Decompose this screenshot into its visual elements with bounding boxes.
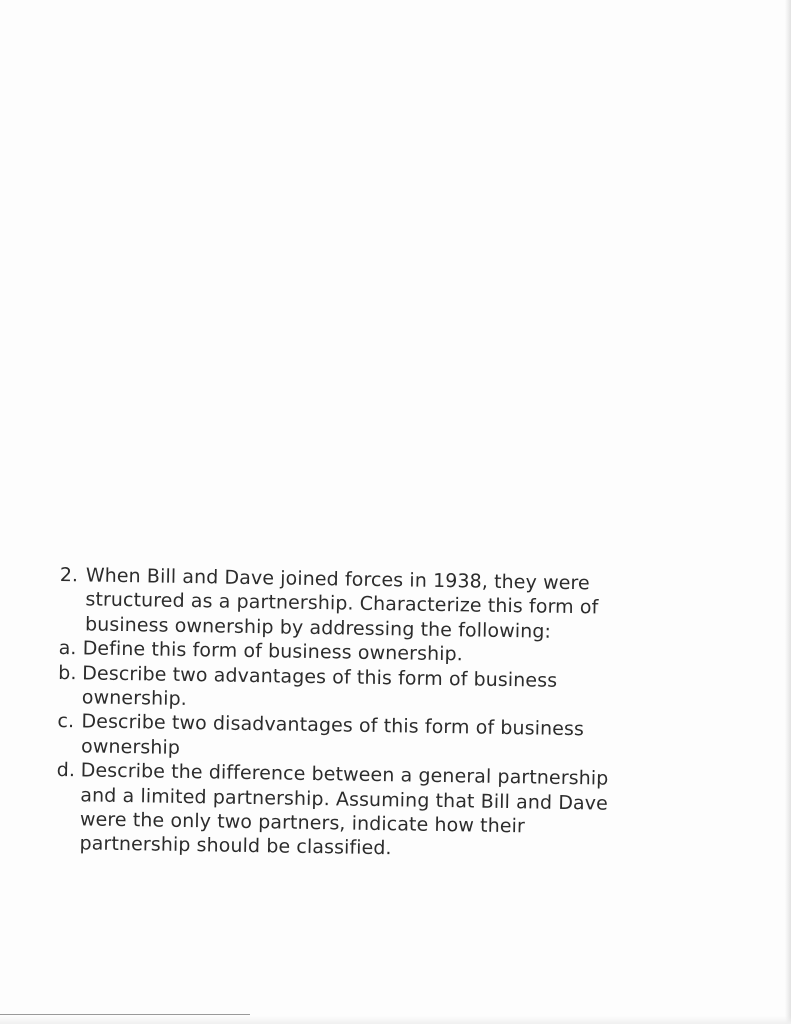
question-2 bbox=[55, 563, 700, 866]
question-number: 2. bbox=[59, 563, 79, 587]
question-intro bbox=[59, 563, 700, 646]
sub-question-line: were the only two partners, indicate how their bbox=[79, 808, 526, 838]
sub-question-line: ownership. bbox=[81, 686, 188, 711]
sub-question-line: and a limited partnership. Assuming that Bill and Dave bbox=[80, 784, 609, 815]
sub-question-letter: d. bbox=[56, 759, 76, 782]
question-intro-text bbox=[85, 563, 700, 646]
sub-question-line: partnership should be classified. bbox=[79, 832, 392, 860]
intro-line: business ownership by addressing the following: bbox=[84, 613, 552, 643]
bottom-rule-line bbox=[0, 1014, 250, 1015]
sub-question-letter: c. bbox=[57, 710, 75, 733]
sub-question-line: Describe two advantages of this form of business bbox=[82, 661, 558, 692]
sub-question-letter: a. bbox=[58, 637, 77, 660]
sub-question-line: Define this form of business ownership. bbox=[82, 637, 464, 666]
sub-question-text bbox=[79, 759, 696, 866]
scan-edge-shadow bbox=[785, 0, 791, 1024]
scan-bottom-shadow bbox=[0, 1016, 791, 1024]
sub-question-d bbox=[55, 758, 696, 866]
sub-question-line: ownership bbox=[80, 735, 181, 759]
sub-question-line: Describe the difference between a general partnership bbox=[80, 759, 609, 790]
intro-line: When Bill and Dave joined forces in 1938, they were bbox=[85, 564, 590, 595]
sub-question-line: Describe two disadvantages of this form of business bbox=[81, 710, 585, 741]
intro-line: structured as a partnership. Characterize this form of bbox=[85, 588, 599, 619]
sub-question-letter: b. bbox=[58, 661, 77, 684]
